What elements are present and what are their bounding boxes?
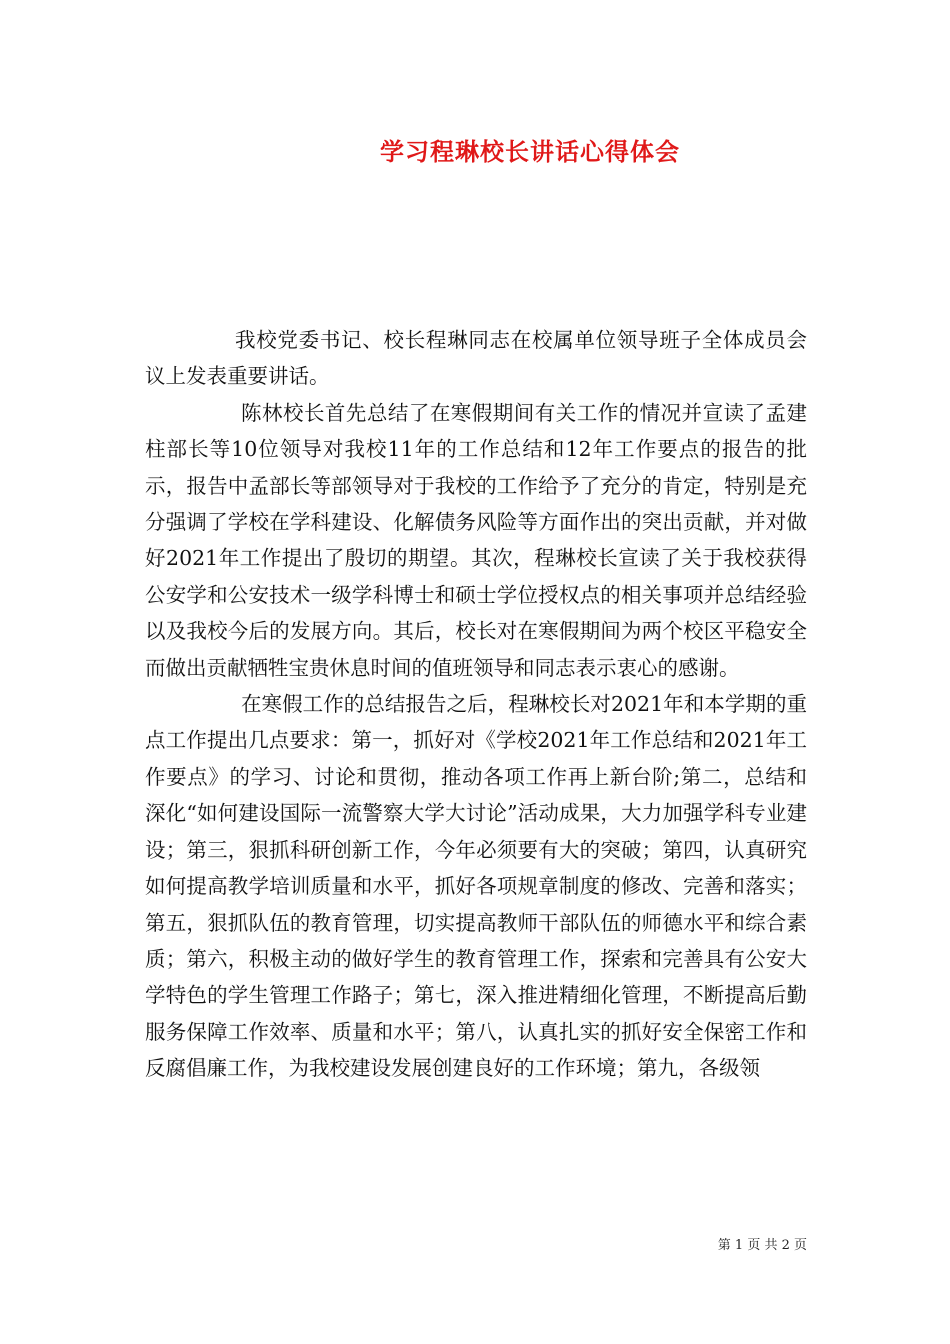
- document-body: [145, 322, 807, 1087]
- page-number: 第 1 页 共 2 页: [717, 1238, 807, 1253]
- paragraph-2: 陈林校长首先总结了在寒假期间有关工作的情况并宣读了孟建柱部长等10位领导对我校11年的工作总结和12年工作要点的报告的批示，报告中孟部长等部领导对于我校的工作给予了充分的肯定，特别是充分强调了学校在学科建设、化解债务风险等方面作出的突出贡献，并对做好2021年工作提出了殷切的期望。其次，程琳校长宣读了关于我校获得公安学和公安技术一级学科博士和硕士学位授权点的相关事项并总结经验以及我校今后的发展方向。其后，校长对在寒假期间为两个校区平稳安全而做出贡献牺牲宝贵休息时间的值班领导和同志表示衷心的感谢。: [145, 400, 807, 680]
- paragraph-3: 在寒假工作的总结报告之后，程琳校长对2021年和本学期的重点工作提出几点要求：第一，抓好对《学校2021年工作总结和2021年工作要点》的学习、讨论和贯彻，推动各项工作再上新台阶;第二，总结和深化“如何建设国际一流警察大学大讨论”活动成果，大力加强学科专业建设；第三，狠抓科研创新工作，今年必须要有大的突破；第四，认真研究如何提高教学培训质量和水平，抓好各项规章制度的修改、完善和落实；第五，狠抓队伍的教育管理，切实提高教师干部队伍的师德水平和综合素质；第六，积极主动的做好学生的教育管理工作，探索和完善具有公安大学特色的学生管理工作路子；第七，深入推进精细化管理，不断提高后勤服务保障工作效率、质量和水平；第八，认真扎实的抓好安全保密工作和反腐倡廉工作，为我校建设发展创建良好的工作环境；第九，各级领: [145, 692, 807, 1081]
- document-title: 学习程琳校长讲话心得体会: [380, 137, 680, 166]
- paragraph-1: 我校党委书记、校长程琳同志在校属单位领导班子全体成员会议上发表重要讲话。: [145, 328, 807, 389]
